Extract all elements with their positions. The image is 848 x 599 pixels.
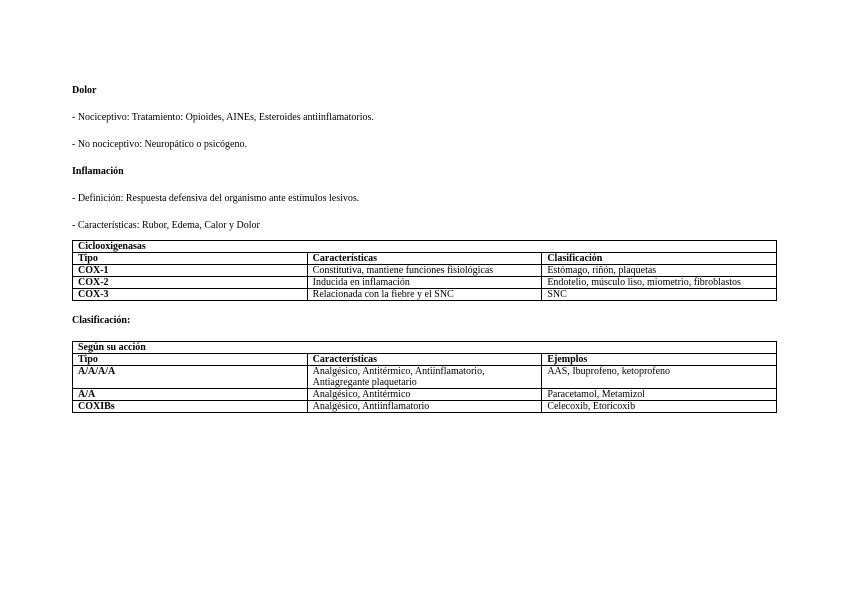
cell-tipo: A/A/A/A: [73, 366, 308, 389]
table-row: [73, 366, 777, 389]
table-segun-accion: [72, 341, 777, 413]
cell-clasificacion: SNC: [542, 289, 777, 301]
heading-clasificacion: Clasificación:: [72, 315, 131, 326]
cell-caracteristicas: Analgésico, Antitérmico: [307, 389, 542, 401]
cell-tipo: COX-1: [73, 265, 308, 277]
header-clasificacion: Clasificación: [542, 253, 777, 265]
cell-ejemplos: Celecoxib, Etoricoxib: [542, 401, 777, 413]
table-header-row: [73, 354, 777, 366]
table-header-row: [73, 253, 777, 265]
cell-caracteristicas: Relacionada con la fiebre y el SNC: [307, 289, 542, 301]
document-page: [72, 84, 778, 413]
table-caption-row: [73, 342, 777, 354]
table-row: [73, 401, 777, 413]
cell-caracteristicas: Constitutiva, mantiene funciones fisiológicas: [307, 265, 542, 277]
header-ejemplos: Ejemplos: [542, 354, 777, 366]
cell-tipo: COXIBs: [73, 401, 308, 413]
table-ciclooxigenasas: [72, 240, 777, 301]
cell-tipo: A/A: [73, 389, 308, 401]
cell-ejemplos: Paracetamol, Metamizol: [542, 389, 777, 401]
table-row: [73, 277, 777, 289]
cell-tipo: COX-2: [73, 277, 308, 289]
dolor-nociceptivo: - Nociceptivo: Tratamiento: Opioides, AINEs, Esteroides antiinflamatorios.: [72, 112, 374, 123]
table-caption: Según su acción: [73, 342, 777, 354]
cell-tipo: COX-3: [73, 289, 308, 301]
heading-inflamacion: Inflamación: [72, 166, 124, 177]
header-tipo: Tipo: [73, 253, 308, 265]
table-row: [73, 265, 777, 277]
heading-dolor: Dolor: [72, 85, 97, 96]
header-caracteristicas: Características: [307, 253, 542, 265]
table-caption-row: [73, 241, 777, 253]
inflamacion-definicion: - Definición: Respuesta defensiva del organismo ante estímulos lesivos.: [72, 193, 360, 204]
inflamacion-caracteristicas: - Características: Rubor, Edema, Calor y Dolor: [72, 220, 260, 231]
table-caption: Ciclooxigenasas: [73, 241, 777, 253]
dolor-no-nociceptivo: - No nociceptivo: Neuropático o psicógeno.: [72, 139, 247, 150]
cell-caracteristicas: Analgésico, Antiinflamatorio: [307, 401, 542, 413]
cell-clasificacion: Estómago, riñón, plaquetas: [542, 265, 777, 277]
header-tipo: Tipo: [73, 354, 308, 366]
header-caracteristicas: Características: [307, 354, 542, 366]
cell-ejemplos: AAS, Ibuprofeno, ketoprofeno: [542, 366, 777, 389]
table-row: [73, 389, 777, 401]
cell-caracteristicas: Analgésico, Antitérmico, Antiinflamatorio, Antiagregante plaquetario: [307, 366, 542, 389]
cell-caracteristicas: Inducida en inflamación: [307, 277, 542, 289]
table-row: [73, 289, 777, 301]
cell-clasificacion: Endotelio, músculo liso, miometrio, fibroblastos: [542, 277, 777, 289]
